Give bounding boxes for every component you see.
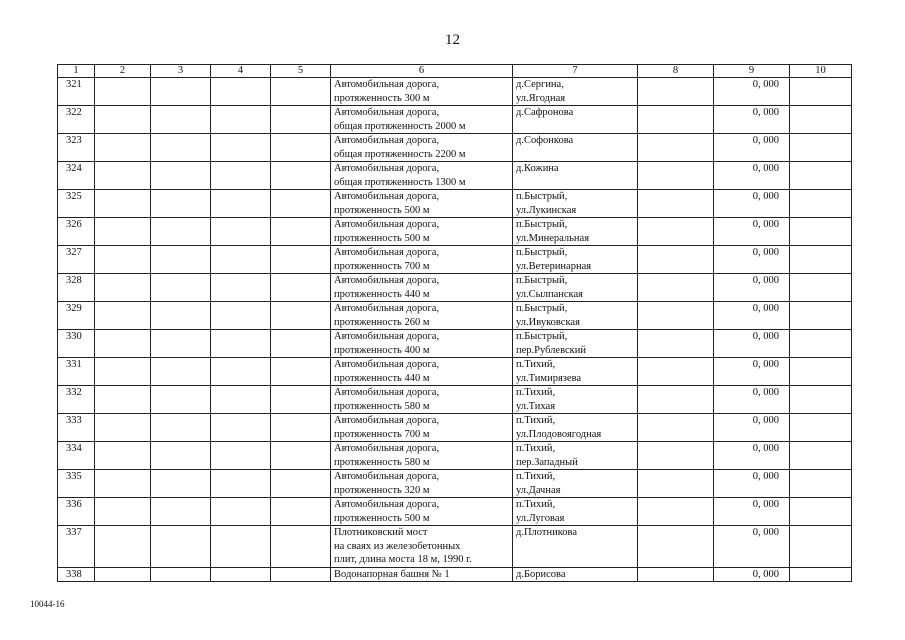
value-cell: 0, 000 <box>714 330 790 358</box>
value-cell: 0, 000 <box>714 218 790 246</box>
description-cell <box>331 358 513 386</box>
description-cell <box>331 414 513 442</box>
empty-cell <box>151 190 211 218</box>
table-row <box>58 526 852 568</box>
empty-cell <box>151 218 211 246</box>
empty-cell <box>271 78 331 106</box>
description-cell <box>331 302 513 330</box>
empty-cell <box>638 78 714 106</box>
location-line: п.Тихий, <box>516 387 556 398</box>
row-number-cell: 328 <box>58 274 95 302</box>
empty-cell <box>211 567 271 582</box>
empty-cell <box>638 442 714 470</box>
location-line: п.Тихий, <box>516 359 556 370</box>
empty-cell <box>271 106 331 134</box>
location-line: ул.Дачная <box>516 484 561 496</box>
description-cell <box>331 106 513 134</box>
empty-cell <box>95 330 151 358</box>
empty-cell <box>271 162 331 190</box>
empty-cell <box>95 526 151 568</box>
column-header: 2 <box>95 65 151 78</box>
value-cell: 0, 000 <box>714 442 790 470</box>
row-number-cell: 326 <box>58 218 95 246</box>
table-row <box>58 498 852 526</box>
column-header: 1 <box>58 65 95 78</box>
description-cell <box>331 526 513 568</box>
location-cell <box>513 302 638 330</box>
description-line: на сваях из железобетонных <box>334 540 461 552</box>
location-cell <box>513 330 638 358</box>
description-cell <box>331 190 513 218</box>
description-line: общая протяженность 1300 м <box>334 176 466 188</box>
empty-cell <box>790 162 852 190</box>
value-cell: 0, 000 <box>714 498 790 526</box>
empty-cell <box>151 567 211 582</box>
description-line: протяженность 500 м <box>334 232 430 244</box>
column-header: 10 <box>790 65 852 78</box>
row-number-cell: 324 <box>58 162 95 190</box>
value-cell: 0, 000 <box>714 274 790 302</box>
description-line: Автомобильная дорога, <box>334 79 440 90</box>
value-cell: 0, 000 <box>714 190 790 218</box>
empty-cell <box>151 134 211 162</box>
description-line: Водонапорная башня № 1 <box>334 568 450 580</box>
description-line: Автомобильная дорога, <box>334 443 440 454</box>
table-row <box>58 246 852 274</box>
description-cell <box>331 218 513 246</box>
location-line: п.Быстрый, <box>516 331 568 342</box>
description-line: Автомобильная дорога, <box>334 247 440 258</box>
empty-cell <box>95 218 151 246</box>
empty-cell <box>95 567 151 582</box>
row-number-cell: 338 <box>58 567 95 582</box>
value-cell: 0, 000 <box>714 162 790 190</box>
description-line: Автомобильная дорога, <box>334 471 440 482</box>
table-row <box>58 414 852 442</box>
description-line: Автомобильная дорога, <box>334 275 440 286</box>
location-cell <box>513 218 638 246</box>
location-cell <box>513 358 638 386</box>
description-line: протяженность 500 м <box>334 204 430 216</box>
description-cell <box>331 78 513 106</box>
description-line: общая протяженность 2000 м <box>334 120 466 132</box>
description-line: протяженность 300 м <box>334 92 430 104</box>
empty-cell <box>95 106 151 134</box>
empty-cell <box>271 358 331 386</box>
empty-cell <box>95 246 151 274</box>
empty-cell <box>790 386 852 414</box>
empty-cell <box>638 218 714 246</box>
table-row <box>58 274 852 302</box>
location-cell <box>513 498 638 526</box>
location-cell <box>513 134 638 162</box>
empty-cell <box>638 134 714 162</box>
table-row <box>58 567 852 582</box>
empty-cell <box>790 246 852 274</box>
empty-cell <box>211 470 271 498</box>
description-cell <box>331 330 513 358</box>
description-cell <box>331 442 513 470</box>
empty-cell <box>271 414 331 442</box>
empty-cell <box>638 162 714 190</box>
empty-cell <box>211 386 271 414</box>
empty-cell <box>151 386 211 414</box>
description-line: Автомобильная дорога, <box>334 415 440 426</box>
location-line: п.Быстрый, <box>516 191 568 202</box>
empty-cell <box>638 470 714 498</box>
empty-cell <box>151 414 211 442</box>
empty-cell <box>211 358 271 386</box>
empty-cell <box>211 302 271 330</box>
location-cell <box>513 414 638 442</box>
location-line: ул.Лукинская <box>516 204 577 216</box>
empty-cell <box>95 274 151 302</box>
empty-cell <box>271 274 331 302</box>
empty-cell <box>95 414 151 442</box>
row-number-cell: 327 <box>58 246 95 274</box>
value-cell: 0, 000 <box>714 526 790 568</box>
description-cell <box>331 134 513 162</box>
location-cell <box>513 190 638 218</box>
row-number-cell: 323 <box>58 134 95 162</box>
description-cell <box>331 274 513 302</box>
empty-cell <box>790 218 852 246</box>
description-line: Автомобильная дорога, <box>334 359 440 370</box>
empty-cell <box>95 302 151 330</box>
column-header: 8 <box>638 65 714 78</box>
location-line: ул.Плодовоягодная <box>516 428 602 440</box>
location-cell <box>513 442 638 470</box>
description-line: протяженность 580 м <box>334 456 430 468</box>
description-line: протяженность 700 м <box>334 260 430 272</box>
location-cell <box>513 246 638 274</box>
empty-cell <box>211 106 271 134</box>
description-cell <box>331 386 513 414</box>
empty-cell <box>211 498 271 526</box>
empty-cell <box>271 526 331 568</box>
table-row <box>58 162 852 190</box>
empty-cell <box>790 567 852 582</box>
location-cell <box>513 567 638 582</box>
location-line: ул.Тимирязева <box>516 372 582 384</box>
location-line: п.Тихий, <box>516 499 556 510</box>
empty-cell <box>95 134 151 162</box>
location-cell <box>513 78 638 106</box>
empty-cell <box>638 330 714 358</box>
empty-cell <box>95 162 151 190</box>
location-line: пер.Западный <box>516 456 578 468</box>
description-line: протяженность 260 м <box>334 316 430 328</box>
empty-cell <box>95 442 151 470</box>
table-row <box>58 302 852 330</box>
table-header-row <box>58 65 852 78</box>
page-number: 12 <box>445 32 460 48</box>
empty-cell <box>95 470 151 498</box>
empty-cell <box>638 414 714 442</box>
value-cell: 0, 000 <box>714 470 790 498</box>
value-cell: 0, 000 <box>714 78 790 106</box>
value-cell: 0, 000 <box>714 302 790 330</box>
table-row <box>58 358 852 386</box>
location-line: д.Софонкова <box>516 135 574 146</box>
empty-cell <box>95 358 151 386</box>
location-line: д.Борисова <box>516 568 566 580</box>
table-row <box>58 218 852 246</box>
empty-cell <box>211 218 271 246</box>
empty-cell <box>151 78 211 106</box>
description-line: протяженность 440 м <box>334 288 430 300</box>
column-header: 5 <box>271 65 331 78</box>
row-number-cell: 334 <box>58 442 95 470</box>
empty-cell <box>211 78 271 106</box>
empty-cell <box>790 414 852 442</box>
description-line: протяженность 440 м <box>334 372 430 384</box>
empty-cell <box>151 330 211 358</box>
table-row <box>58 386 852 414</box>
description-cell <box>331 246 513 274</box>
empty-cell <box>151 106 211 134</box>
empty-cell <box>638 190 714 218</box>
location-line: д.Плотникова <box>516 527 578 538</box>
table-row <box>58 330 852 358</box>
empty-cell <box>638 246 714 274</box>
empty-cell <box>151 498 211 526</box>
empty-cell <box>151 246 211 274</box>
registry-table <box>57 64 852 582</box>
empty-cell <box>790 274 852 302</box>
empty-cell <box>95 78 151 106</box>
location-cell <box>513 526 638 568</box>
empty-cell <box>271 246 331 274</box>
value-cell: 0, 000 <box>714 358 790 386</box>
empty-cell <box>638 498 714 526</box>
empty-cell <box>638 386 714 414</box>
description-line: Автомобильная дорога, <box>334 387 440 398</box>
empty-cell <box>211 526 271 568</box>
description-line: Автомобильная дорога, <box>334 107 440 118</box>
row-number-cell: 325 <box>58 190 95 218</box>
empty-cell <box>790 78 852 106</box>
empty-cell <box>151 274 211 302</box>
description-line: протяженность 500 м <box>334 512 430 524</box>
empty-cell <box>95 498 151 526</box>
location-cell <box>513 106 638 134</box>
empty-cell <box>211 442 271 470</box>
location-line: п.Тихий, <box>516 415 556 426</box>
row-number-cell: 329 <box>58 302 95 330</box>
empty-cell <box>790 442 852 470</box>
table-row <box>58 134 852 162</box>
value-cell: 0, 000 <box>714 567 790 582</box>
description-line: общая протяженность 2200 м <box>334 148 466 160</box>
location-cell <box>513 274 638 302</box>
description-line: Автомобильная дорога, <box>334 163 440 174</box>
row-number-cell: 335 <box>58 470 95 498</box>
location-line: ул.Луговая <box>516 512 565 524</box>
empty-cell <box>790 526 852 568</box>
location-line: п.Быстрый, <box>516 275 568 286</box>
row-number-cell: 333 <box>58 414 95 442</box>
empty-cell <box>790 190 852 218</box>
empty-cell <box>211 414 271 442</box>
empty-cell <box>271 442 331 470</box>
empty-cell <box>211 330 271 358</box>
empty-cell <box>271 498 331 526</box>
empty-cell <box>638 358 714 386</box>
description-line: Автомобильная дорога, <box>334 331 440 342</box>
empty-cell <box>211 246 271 274</box>
value-cell: 0, 000 <box>714 246 790 274</box>
empty-cell <box>271 134 331 162</box>
location-line: ул.Ягодная <box>516 92 566 104</box>
empty-cell <box>95 386 151 414</box>
empty-cell <box>151 302 211 330</box>
description-line: Автомобильная дорога, <box>334 499 440 510</box>
empty-cell <box>151 442 211 470</box>
empty-cell <box>638 106 714 134</box>
location-line: ул.Ветеринарная <box>516 260 592 272</box>
value-cell: 0, 000 <box>714 414 790 442</box>
location-line: п.Тихий, <box>516 443 556 454</box>
location-line: п.Быстрый, <box>516 303 568 314</box>
location-line: ул.Минеральная <box>516 232 590 244</box>
empty-cell <box>271 470 331 498</box>
empty-cell <box>271 386 331 414</box>
description-cell <box>331 498 513 526</box>
location-cell <box>513 162 638 190</box>
table-row <box>58 190 852 218</box>
empty-cell <box>211 190 271 218</box>
value-cell: 0, 000 <box>714 106 790 134</box>
empty-cell <box>638 567 714 582</box>
description-line: протяженность 580 м <box>334 400 430 412</box>
location-line: пер.Рублевский <box>516 344 586 356</box>
row-number-cell: 330 <box>58 330 95 358</box>
empty-cell <box>151 358 211 386</box>
empty-cell <box>790 302 852 330</box>
row-number-cell: 336 <box>58 498 95 526</box>
empty-cell <box>790 330 852 358</box>
empty-cell <box>95 190 151 218</box>
description-line: протяженность 700 м <box>334 428 430 440</box>
location-line: ул.Тихая <box>516 400 556 412</box>
column-header: 3 <box>151 65 211 78</box>
column-header: 4 <box>211 65 271 78</box>
location-line: д.Сергина, <box>516 79 564 90</box>
location-line: ул.Сылпанская <box>516 288 583 300</box>
description-line: плит, длина моста 18 м, 1990 г. <box>334 554 472 565</box>
description-line: Плотниковский мост <box>334 527 428 538</box>
column-header: 9 <box>714 65 790 78</box>
description-cell <box>331 567 513 582</box>
empty-cell <box>790 470 852 498</box>
row-number-cell: 322 <box>58 106 95 134</box>
empty-cell <box>211 134 271 162</box>
empty-cell <box>151 526 211 568</box>
document-code: 10044-16 <box>30 599 65 609</box>
empty-cell <box>638 302 714 330</box>
row-number-cell: 332 <box>58 386 95 414</box>
description-line: Автомобильная дорога, <box>334 135 440 146</box>
empty-cell <box>790 498 852 526</box>
empty-cell <box>790 106 852 134</box>
description-cell <box>331 162 513 190</box>
location-line: д.Сафронова <box>516 107 574 118</box>
description-cell <box>331 470 513 498</box>
row-number-cell: 337 <box>58 526 95 568</box>
empty-cell <box>271 218 331 246</box>
empty-cell <box>271 302 331 330</box>
location-cell <box>513 386 638 414</box>
column-header: 7 <box>513 65 638 78</box>
empty-cell <box>211 274 271 302</box>
row-number-cell: 321 <box>58 78 95 106</box>
empty-cell <box>211 162 271 190</box>
table-row <box>58 470 852 498</box>
row-number-cell: 331 <box>58 358 95 386</box>
table-row <box>58 442 852 470</box>
description-line: протяженность 320 м <box>334 484 430 496</box>
location-cell <box>513 470 638 498</box>
empty-cell <box>790 134 852 162</box>
description-line: Автомобильная дорога, <box>334 303 440 314</box>
empty-cell <box>790 358 852 386</box>
location-line: д.Кожина <box>516 163 559 174</box>
column-header: 6 <box>331 65 513 78</box>
empty-cell <box>638 526 714 568</box>
table-row <box>58 106 852 134</box>
empty-cell <box>151 470 211 498</box>
description-line: Автомобильная дорога, <box>334 219 440 230</box>
description-line: Автомобильная дорога, <box>334 191 440 202</box>
value-cell: 0, 000 <box>714 386 790 414</box>
empty-cell <box>151 162 211 190</box>
location-line: ул.Ивуковская <box>516 316 580 328</box>
description-line: протяженность 400 м <box>334 344 430 356</box>
empty-cell <box>271 190 331 218</box>
location-line: п.Быстрый, <box>516 247 568 258</box>
empty-cell <box>271 330 331 358</box>
empty-cell <box>638 274 714 302</box>
empty-cell <box>271 567 331 582</box>
location-line: п.Тихий, <box>516 471 556 482</box>
value-cell: 0, 000 <box>714 134 790 162</box>
location-line: п.Быстрый, <box>516 219 568 230</box>
table-row <box>58 78 852 106</box>
